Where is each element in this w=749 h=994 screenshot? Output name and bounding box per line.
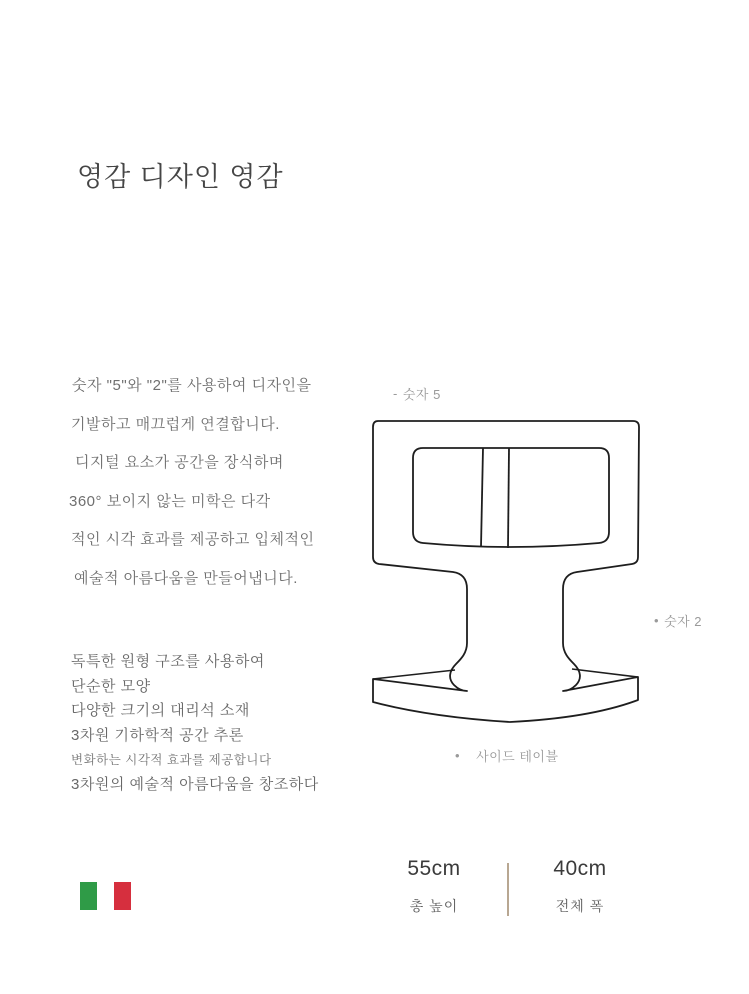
text-line: 단순한 모양 xyxy=(71,677,151,695)
label-number-5 xyxy=(393,384,441,403)
text-line: 360° 보이지 않는 미학은 다각 xyxy=(69,492,271,510)
text-line: 디지털 요소가 공간을 장식하며 xyxy=(75,454,284,472)
panel-divider-left xyxy=(481,448,483,547)
spec-caption: 전체 폭 xyxy=(555,898,605,914)
features-paragraph xyxy=(71,650,391,798)
spec-caption: 총 높이 xyxy=(409,898,459,914)
label-text: 사이드 테이블 xyxy=(476,749,559,764)
label-number-2 xyxy=(654,611,702,630)
base-back-edge-right xyxy=(572,669,638,677)
text-line: 3차원 기하학적 공간 추론 xyxy=(71,726,244,744)
spec-value: 55cm xyxy=(407,857,461,880)
flag-stripe-green xyxy=(80,882,97,910)
spec-value: 40cm xyxy=(553,857,607,880)
flag-stripe-red xyxy=(114,882,131,910)
spec-overall-width xyxy=(533,857,627,916)
label-side-table xyxy=(455,746,559,765)
bullet-icon: • xyxy=(654,613,660,628)
intro-paragraph xyxy=(69,367,379,599)
spec-divider-line xyxy=(507,863,509,916)
flag-stripe-white xyxy=(97,882,114,910)
text-line: 적인 시각 효과를 제공하고 입체적인 xyxy=(71,531,315,549)
base-back-edge-left xyxy=(373,670,455,679)
label-text: 숫자 5 xyxy=(402,387,441,402)
text-line: 독특한 원형 구조를 사용하여 xyxy=(71,653,265,670)
dash-icon: - xyxy=(393,386,398,401)
label-text: 숫자 2 xyxy=(664,614,703,629)
page-title: 영감 디자인 영감 xyxy=(77,162,284,192)
text-line: 변화하는 시각적 효과를 제공합니다 xyxy=(71,753,272,768)
text-line: 다양한 크기의 대리석 소재 xyxy=(71,702,250,720)
panel-divider-right xyxy=(508,448,509,548)
spec-total-height xyxy=(387,857,481,916)
bullet-icon: • xyxy=(455,748,461,763)
italy-flag-icon xyxy=(80,882,131,910)
text-line: 기발하고 매끄럽게 연결합니다. xyxy=(71,415,280,433)
text-line: 3차원의 예술적 아름다움을 창조하다 xyxy=(71,775,319,793)
top-panel xyxy=(413,448,609,547)
text-line: 숫자 "5"와 "2"를 사용하여 디자인을 xyxy=(72,377,312,394)
text-line: 예술적 아름다움을 만들어냅니다. xyxy=(74,569,298,587)
side-table-diagram xyxy=(360,405,660,735)
